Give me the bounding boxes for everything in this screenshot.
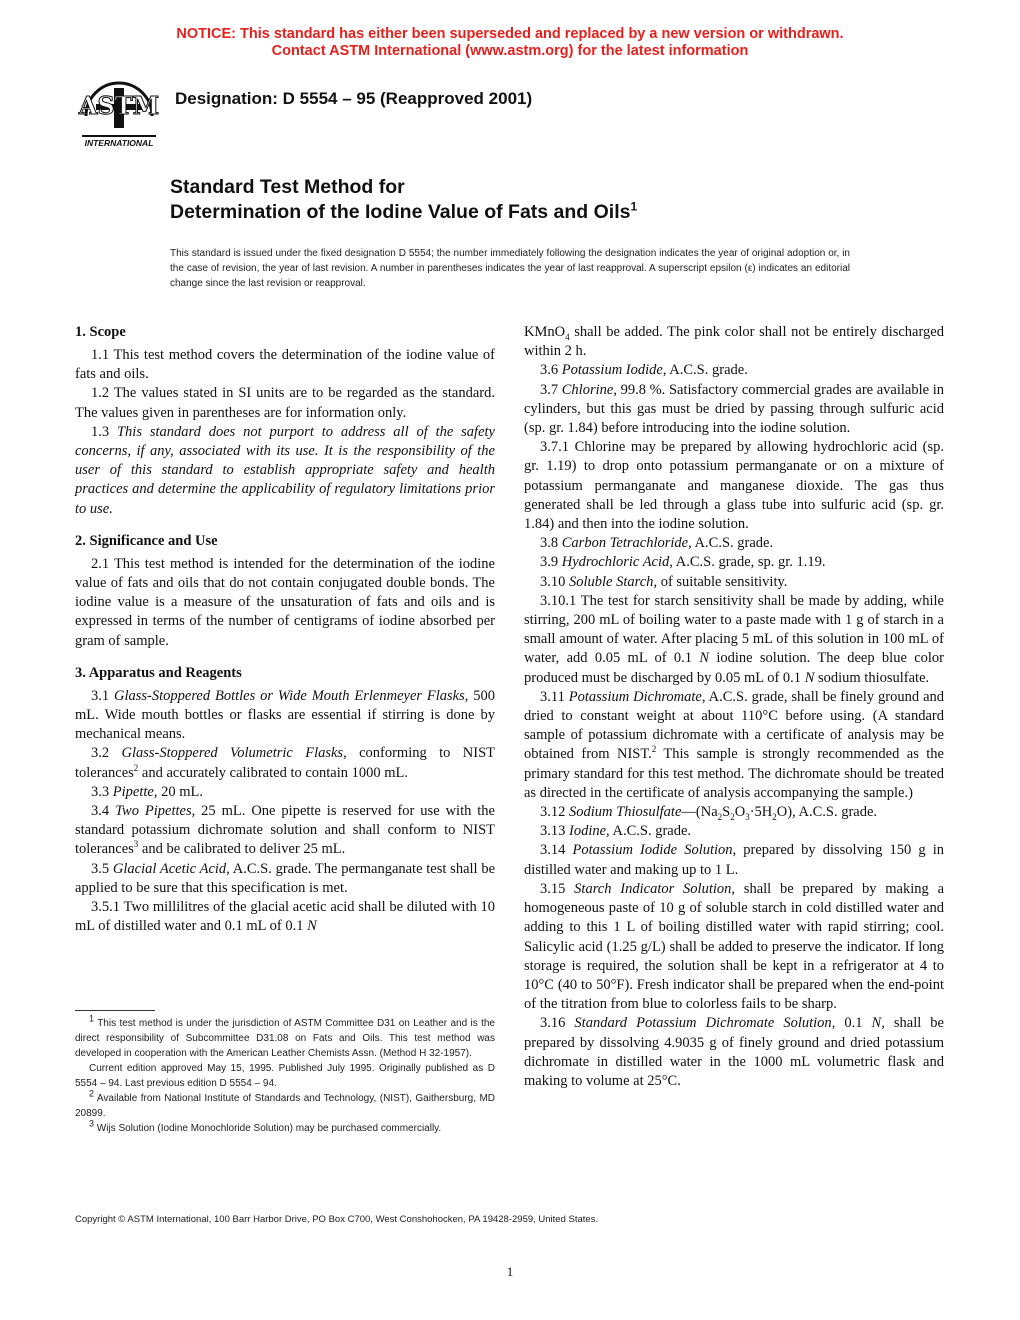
item-name: Glacial Acetic Acid xyxy=(112,860,227,877)
item-name: Carbon Tetrachloride xyxy=(561,535,689,552)
notice-line-2: Contact ASTM International (www.astm.org) for the latest information xyxy=(271,43,749,59)
para-3-7 xyxy=(524,381,944,439)
para-number: 3.11 xyxy=(540,688,569,705)
item-text: , 20 mL. xyxy=(153,783,203,800)
para-number: 3.15 xyxy=(540,880,575,897)
footnotes xyxy=(75,1013,495,1136)
para-3-16 xyxy=(524,1014,944,1091)
left-column xyxy=(75,323,495,936)
formula-text: S xyxy=(722,804,731,821)
footnote-ref: 3 xyxy=(133,839,139,850)
item-name: Starch Indicator Solution xyxy=(574,880,732,897)
para-3-7-1: 3.7.1 Chlorine may be prepared by allowing hydrochloric acid (sp. gr. 1.19) to drop onto potassium permanganate or on a mixture of potassium permanganate and manganese dioxide. The gas thus generated shall be led through a glass tube into sulfuric acid (sp. gr. 1.84) and then into the iodine solution. xyxy=(524,439,944,533)
para-3-8 xyxy=(524,534,944,553)
para-number: 3.6 xyxy=(540,362,562,379)
formula-text: O), A.C.S. grade. xyxy=(776,804,878,821)
item-name: Pipette xyxy=(112,783,154,800)
document-title xyxy=(170,175,637,225)
footnote-ref: 2 xyxy=(133,762,139,773)
item-text: , shall be prepared by making a homogeneous paste of 10 g of soluble starch in cold distilled water and adding to this 1 L of boiling distilled water with rapid stirring; cool. Salicylic acid (1.25 g/L) shall be added to preserve the indicator. If long storage is required, the solution shall be kept in a refrigerator at 4 to 10°C (40 to 50°F). Fresh indicator shall be prepared when the end-point of the titration from blue to colorless fails to be sharp. xyxy=(524,880,945,1013)
subscript: 4 xyxy=(565,331,570,342)
item-text: , shall be prepared by dissolving 4.9035 g of finely ground and dried potassium dichromate in distilled water in the 1000 mL volumetric flask and making to volume at 25°C. xyxy=(524,1015,944,1089)
formula-text: —(Na xyxy=(681,804,718,821)
footnote-2 xyxy=(75,1088,495,1121)
para-3-5 xyxy=(75,860,495,898)
item-name: Standard Potassium Dichromate Solution xyxy=(574,1015,832,1032)
issuance-statement: This standard is issued under the fixed designation D 5554; the number immediately following the designation indicates the year of original adoption or, in the case of revision, the year of last revision. A number in parentheses indicates the year of last reapproval. A superscript epsilon (ε) indicates an editorial change since the last revision or reapproval. xyxy=(170,248,850,289)
item-name: Glass-Stoppered Volumetric Flasks xyxy=(121,745,344,762)
copyright-line: Copyright © ASTM International, 100 Barr Harbor Drive, PO Box C700, West Conshohocken, PA 19428-2959, United States. xyxy=(75,1214,599,1225)
item-name: Chlorine xyxy=(561,381,614,398)
footnote-ref: 2 xyxy=(651,744,657,755)
para-3-1 xyxy=(75,687,495,745)
para-1-1: 1.1 This test method covers the determination of the iodine value of fats and oils. xyxy=(75,347,495,383)
item-text: , 0.1 xyxy=(831,1015,872,1032)
item-text: , A.C.S. grade. The permanganate test shall be applied to be sure that this specification is met. xyxy=(75,860,496,896)
section-heading-apparatus: 3. Apparatus and Reagents xyxy=(75,664,242,681)
subscript: 3 xyxy=(745,811,750,822)
para-3-2 xyxy=(75,744,495,782)
logo-subtext: INTERNATIONAL xyxy=(84,138,154,148)
para-3-4 xyxy=(75,802,495,860)
item-name: Two Pipettes xyxy=(115,803,192,820)
formula-text: O xyxy=(734,804,746,821)
item-name: Glass-Stoppered Bottles or Wide Mouth Erlenmeyer Flasks xyxy=(113,687,465,704)
para-1-2: 1.2 The values stated in SI units are to be regarded as the standard. The values given in parentheses are for information only. xyxy=(75,385,495,421)
para-3-12 xyxy=(524,803,944,822)
item-name: Potassium Iodide xyxy=(561,362,663,379)
para-number: 3.4 xyxy=(91,803,116,820)
para-number: 3.9 xyxy=(540,554,562,571)
item-text: , A.C.S. grade. xyxy=(606,823,692,840)
title-line-2 xyxy=(170,200,637,225)
section-heading-significance: 2. Significance and Use xyxy=(75,532,218,549)
item-text: and be calibrated to deliver 25 mL. xyxy=(138,841,346,858)
subscript: 2 xyxy=(717,811,723,822)
safety-statement: This standard does not purport to address all of the safety concerns, if any, associated with its use. It is the responsibility of the user of this standard to establish appropriate safety and health practices and determine the applicability of regulatory limitations prior to use. xyxy=(75,423,495,517)
para-number: 3.16 xyxy=(540,1015,575,1032)
para-3-11 xyxy=(524,688,944,803)
footnote-marker: 1 xyxy=(89,1013,95,1024)
para-3-15 xyxy=(524,880,944,1014)
title-footnote-ref: 1 xyxy=(630,199,638,214)
item-text: iodine solution. The deep blue color produced must be discharged by 0.05 mL of 0.1 xyxy=(524,650,944,686)
para-3-13 xyxy=(524,822,944,841)
item-text: 3.10.1 The test for starch sensitivity shall be made by adding, while stirring, 200 mL of boiling water to a paste made with 1 g of starch in a small amount of water. After placing 5 mL of this solution in 100 mL of water, add 0.05 mL of 0.1 xyxy=(524,592,944,667)
item-text: 3.5.1 Two millilitres of the glacial acetic acid shall be diluted with 10 mL of distilled water and 0.1 mL of 0.1 xyxy=(75,899,495,935)
footnote-3 xyxy=(75,1118,495,1136)
para-3-10-1 xyxy=(524,592,944,688)
page-number: 1 xyxy=(506,1264,514,1279)
item-text: , A.C.S. grade, sp. gr. 1.19. xyxy=(669,554,826,571)
normality-symbol: N xyxy=(871,1015,882,1032)
subscript: 2 xyxy=(772,811,777,822)
footnote-1 xyxy=(75,1013,495,1061)
para-number: 3.14 xyxy=(540,842,573,859)
item-text: , 500 mL. Wide mouth bottles or flasks are essential if stirring is done by mechanical means. xyxy=(75,687,495,743)
para-3-14 xyxy=(524,841,944,879)
item-text: and accurately calibrated to contain 1000 mL. xyxy=(138,764,409,781)
designation: Designation: D 5554 – 95 (Reapproved 2001) xyxy=(175,89,533,108)
para-number: 3.3 xyxy=(91,783,113,800)
item-text: , conforming to NIST tolerances xyxy=(75,745,495,781)
para-number: 3.7 xyxy=(540,381,562,398)
footnote-text: Wijs Solution (Iodine Monochloride Solution) may be purchased commercially. xyxy=(94,1123,442,1134)
para-number: 1.3 xyxy=(91,423,117,440)
logo-text: ASTM xyxy=(78,91,160,120)
normality-symbol: N xyxy=(699,650,710,667)
item-text: , 25 mL. One pipette is reserved for use with the standard potassium dichromate solution and shall conform to NIST tolerances xyxy=(75,803,495,858)
footnote-divider xyxy=(75,1010,155,1011)
footnote-text: Available from National Institute of Standards and Technology, (NIST), Gaithersburg, MD 20899. xyxy=(75,1093,495,1119)
para-number: 3.2 xyxy=(91,745,122,762)
item-name: Sodium Thiosulfate xyxy=(569,804,682,821)
para-3-5-1-continued xyxy=(524,323,944,361)
footnote-1-edition: Current edition approved May 15, 1995. Published July 1995. Originally published as D 5554 – 94. Last previous edition D 5554 – 94. xyxy=(75,1063,495,1089)
item-text: , of suitable sensitivity. xyxy=(653,573,788,590)
para-number: 3.8 xyxy=(540,535,562,552)
astm-logo xyxy=(76,74,162,150)
withdrawal-notice xyxy=(0,26,1020,60)
para-number: 3.12 xyxy=(540,804,569,821)
item-text: , prepared by dissolving 150 g in distilled water and making up to 1 L. xyxy=(524,842,944,878)
item-text: , 99.8 %. Satisfactory commercial grades are available in cylinders, but this gas must be dried by passing through sulfuric acid (sp. gr. 1.84) before introducing into the iodine solution. xyxy=(524,381,944,437)
para-3-5-1 xyxy=(75,898,495,936)
item-text: sodium thiosulfate. xyxy=(814,669,930,686)
para-number: 3.10 xyxy=(540,573,569,590)
formula-text: ·5H xyxy=(749,804,773,821)
para-number: 3.13 xyxy=(540,823,569,840)
notice-line-1: NOTICE: This standard has either been superseded and replaced by a new version or withdrawn. xyxy=(176,26,844,42)
normality-symbol: N xyxy=(804,669,815,686)
item-name: Hydrochloric Acid xyxy=(561,554,670,571)
subscript: 2 xyxy=(730,811,735,822)
right-column xyxy=(524,323,944,1091)
para-number: 3.1 xyxy=(91,687,114,704)
item-text: , A.C.S. grade. xyxy=(662,362,748,379)
item-text: shall be added. The pink color shall not be entirely discharged within 2 h. xyxy=(524,324,944,360)
para-1-3 xyxy=(75,423,495,519)
para-3-3 xyxy=(75,783,495,802)
item-name: Iodine xyxy=(569,823,607,840)
title-line-1: Standard Test Method for xyxy=(170,176,405,198)
para-2-1: 2.1 This test method is intended for the determination of the iodine value of fats and oils that do not contain conjugated double bonds. The iodine value is a measure of the unsaturation of fats and oils and is expressed in terms of the number of centigrams of iodine absorbed per gram of sample. xyxy=(75,555,495,649)
item-name: Potassium Dichromate xyxy=(568,688,702,705)
para-3-10 xyxy=(524,573,944,592)
item-text: This sample is strongly recommended as the primary standard for this test method. The dichromate should be treated as directed in the certificate of analysis accompanying the sample.) xyxy=(524,746,944,801)
title-main: Determination of the Iodine Value of Fats and Oils xyxy=(170,201,631,223)
item-name: Soluble Starch xyxy=(569,573,654,590)
item-text: , A.C.S. grade. xyxy=(688,535,774,552)
item-name: Potassium Iodide Solution xyxy=(572,842,733,859)
para-number: 3.5 xyxy=(91,860,113,877)
footnote-text: This test method is under the jurisdiction of ASTM Committee D31 on Leather and is the direct responsibility of Subcommittee D31.08 on Fats and Oils. This test method was developed in cooperation with the American Leather Chemists Assn. (Method H 32-1957). xyxy=(75,1018,495,1059)
item-text: KMnO xyxy=(524,324,566,340)
normality-symbol: N xyxy=(307,918,317,935)
item-text: , A.C.S. grade, shall be finely ground and dried to constant weight at about 110°C before using. (A standard sample of potassium dichromate with a certificate of analysis may be obtained from NIST. xyxy=(524,688,945,763)
section-heading-scope: 1. Scope xyxy=(75,324,126,340)
footnote-marker: 2 xyxy=(89,1088,95,1099)
footnote-marker: 3 xyxy=(89,1118,95,1129)
para-3-6 xyxy=(524,361,944,380)
para-3-9 xyxy=(524,553,944,572)
